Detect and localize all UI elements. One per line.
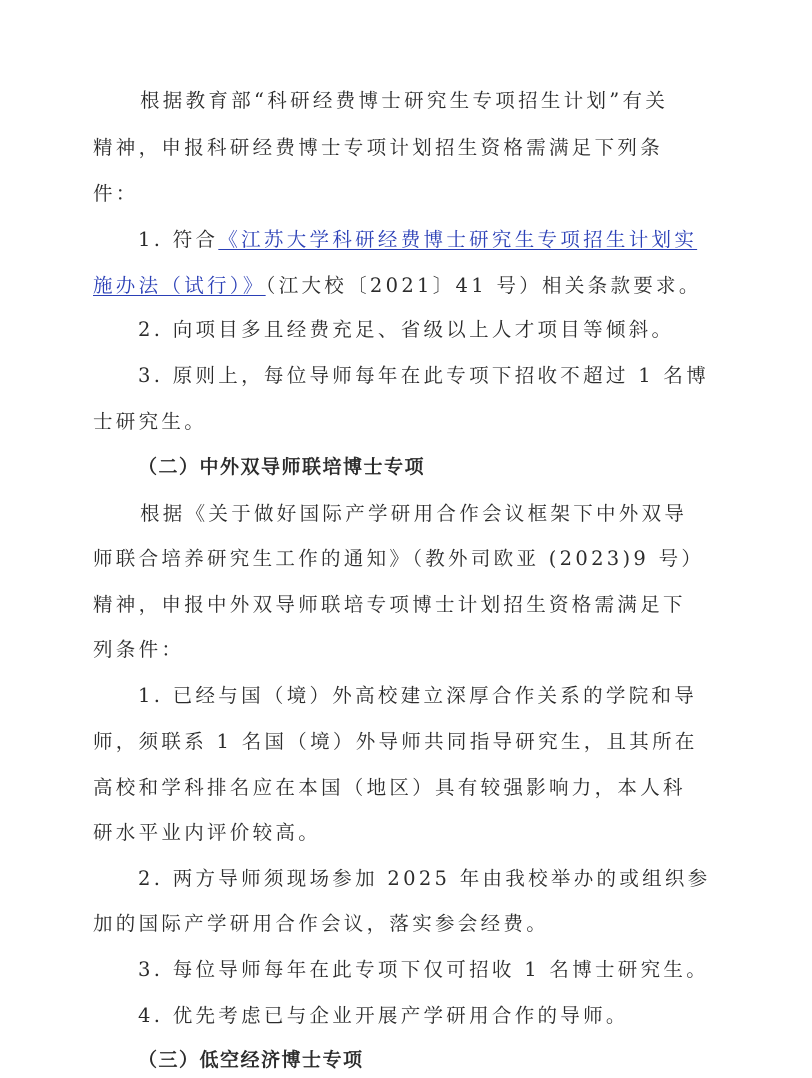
paragraph-2-line-2: 师联合培养研究生工作的通知》（教外司欧亚 (2023)9 号） xyxy=(93,547,705,570)
item-3-line-2: 士研究生。 xyxy=(93,410,208,433)
paragraph-1-line-2: 精神，申报科研经费博士专项计划招生资格需满足下列条 xyxy=(93,136,664,159)
item-1-line-1 xyxy=(138,226,697,254)
item-2: 2. 向项目多且经费充足、省级以上人才项目等倾斜。 xyxy=(138,318,675,341)
item-3-line-1: 3. 原则上，每位导师每年在此专项下招收不超过 1 名博 xyxy=(138,364,710,387)
paragraph-2-line-1: 根据《关于做好国际产学研用合作会议框架下中外双导 xyxy=(140,502,688,525)
requirement-2-line-2: 加的国际产学研用合作会议，落实参会经费。 xyxy=(93,912,550,935)
requirement-3: 3. 每位导师每年在此专项下仅可招收 1 名博士研究生。 xyxy=(138,958,710,981)
requirement-1-line-1: 1. 已经与国（境）外高校建立深厚合作关系的学院和导 xyxy=(138,684,698,707)
paragraph-2-line-3: 精神，申报中外双导师联培专项博士计划招生资格需满足下 xyxy=(93,593,686,616)
requirement-1-line-3: 高校和学科排名应在本国（地区）具有较强影响力，本人科 xyxy=(93,776,686,799)
paragraph-1-line-3: 件： xyxy=(93,182,139,205)
paragraph-1-line-1: 根据教育部“科研经费博士研究生专项招生计划”有关 xyxy=(140,89,669,112)
section-heading-2: （二）中外双导师联培博士专项 xyxy=(138,456,426,478)
requirement-1-line-2: 师，须联系 1 名国（境）外导师共同指导研究生，且其所在 xyxy=(93,730,698,753)
item-1-line-2 xyxy=(93,272,702,300)
policy-link[interactable]: 《江苏大学科研经费博士研究生专项招生计划实 xyxy=(218,228,698,251)
requirement-4: 4. 优先考虑已与企业开展产学研用合作的导师。 xyxy=(138,1004,629,1027)
section-heading-3: （三）低空经济博士专项 xyxy=(138,1049,364,1071)
paragraph-2-line-4: 列条件： xyxy=(93,638,185,661)
requirement-1-line-4: 研水平业内评价较高。 xyxy=(93,821,322,844)
item-1-suffix: （江大校〔2021〕41 号）相关条款要求。 xyxy=(265,274,702,297)
item-1-prefix: 1. 符合 xyxy=(138,228,219,251)
policy-link-continued[interactable]: 施办法（试行）》 xyxy=(93,274,266,297)
requirement-2-line-1: 2. 两方导师须现场参加 2025 年由我校举办的或组织参 xyxy=(138,867,711,890)
